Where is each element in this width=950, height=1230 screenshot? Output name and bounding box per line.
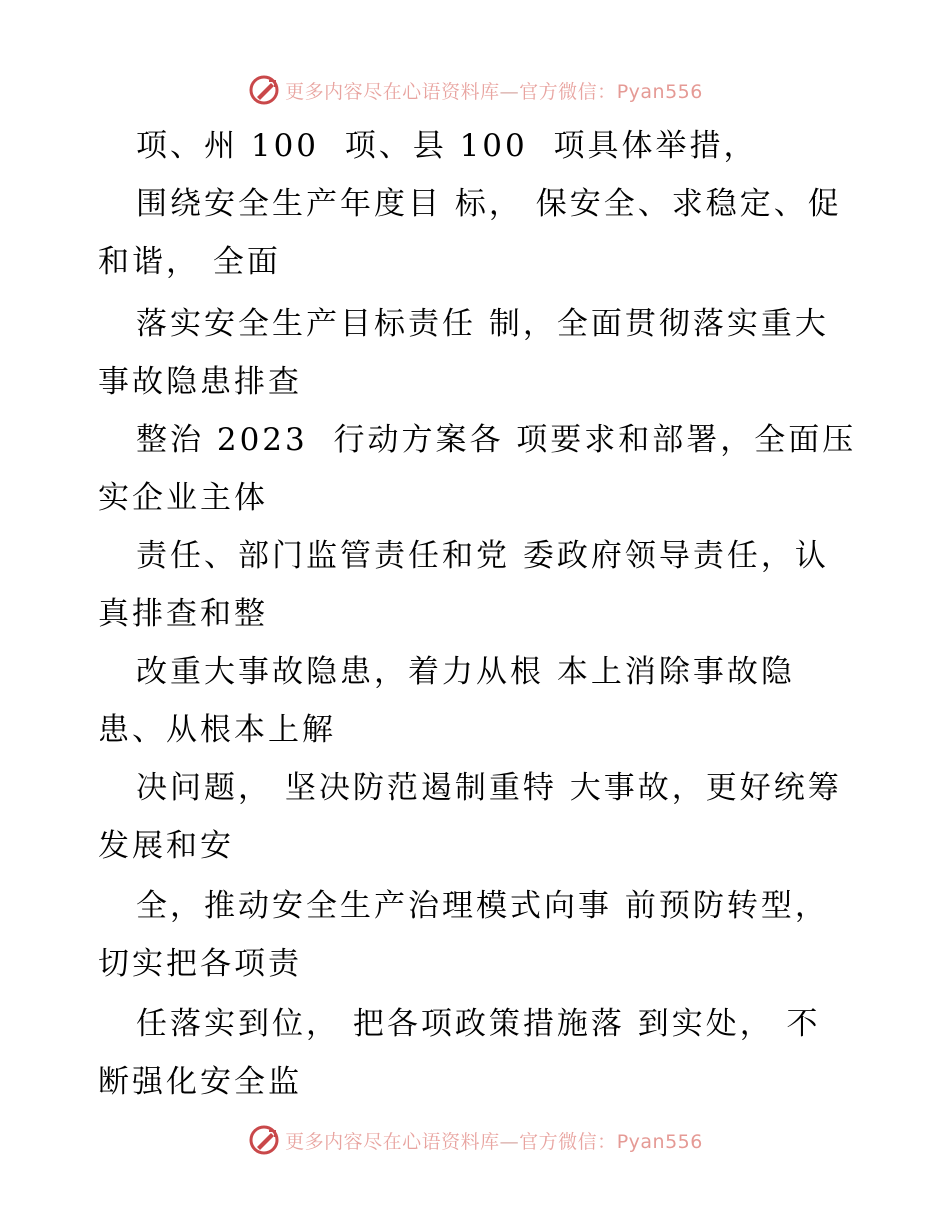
text-line: 实企业主体 — [98, 480, 268, 516]
text-line: 改重大事故隐患，着力从根 本上消除事故隐 — [136, 654, 795, 690]
watermark-id: Pyan556 — [616, 80, 703, 103]
text-line: 决问题， 坚决防范遏制重特 大事故，更好统筹 — [136, 770, 842, 806]
text-line: 落实安全生产目标责任 制，全面贯彻落实重大 — [136, 306, 829, 342]
watermark-id: Pyan556 — [616, 1130, 703, 1153]
footer-watermark — [0, 1120, 950, 1160]
watermark-main: 更多内容尽在心语资料库 — [285, 1130, 500, 1153]
text-line: 任落实到位， 把各项政策措施落 到实处， 不 — [136, 1006, 821, 1042]
watermark-text — [285, 1127, 703, 1154]
watermark-text — [285, 77, 703, 104]
watermark-dash: — — [499, 80, 520, 103]
text-line: 断强化安全监 — [98, 1064, 302, 1100]
text-line: 围绕安全生产年度目 标， 保安全、求稳定、促 — [136, 186, 842, 222]
text-line: 和谐， 全面 — [98, 244, 281, 280]
header-watermark — [0, 70, 950, 110]
watermark-contact: 官方微信： — [519, 80, 617, 103]
text-line: 发展和安 — [98, 828, 234, 864]
text-line: 责任、部门监管责任和党 委政府领导责任，认 — [136, 538, 829, 574]
watermark-main: 更多内容尽在心语资料库 — [285, 80, 500, 103]
watermark-contact: 官方微信： — [519, 1130, 617, 1153]
watermark-dash: — — [499, 1130, 520, 1153]
text-line: 项、州 100 项、县 100 项具体举措， — [136, 128, 758, 164]
text-line: 全，推动安全生产治理模式向事 前预防转型， — [136, 888, 829, 924]
watermark-logo-icon — [247, 1123, 281, 1157]
text-line: 真排查和整 — [98, 596, 268, 632]
watermark-logo-icon — [247, 73, 281, 107]
text-line: 切实把各项责 — [98, 946, 302, 982]
text-line: 事故隐患排查 — [98, 364, 302, 400]
text-line: 整治 2023 行动方案各 项要求和部署，全面压 — [136, 422, 857, 458]
text-line: 患、从根本上解 — [98, 712, 336, 748]
